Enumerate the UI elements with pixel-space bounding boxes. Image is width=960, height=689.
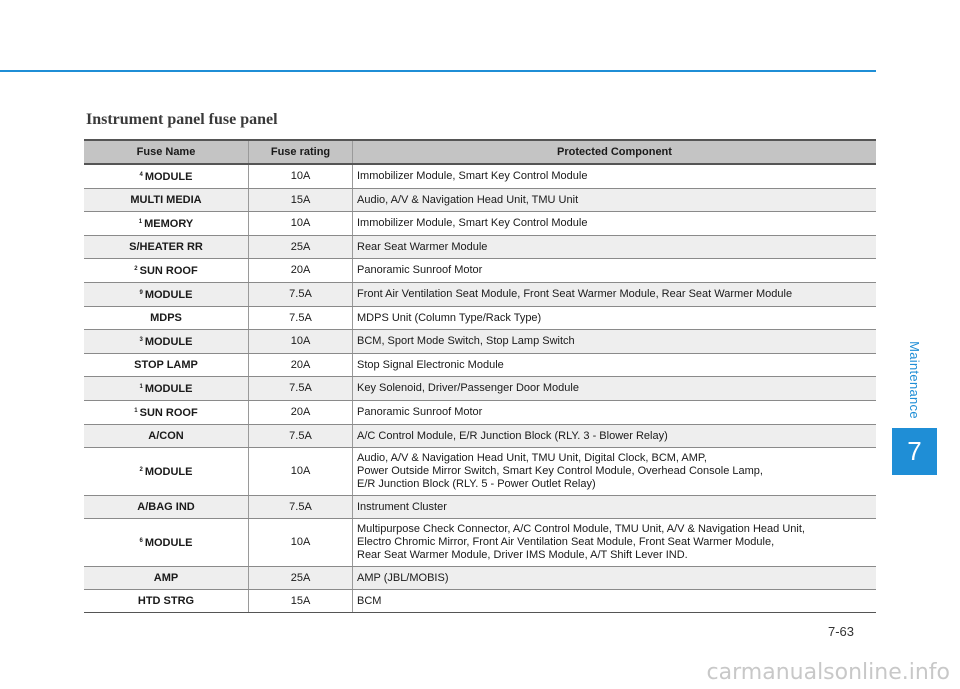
protected-component-line: BCM bbox=[357, 594, 382, 607]
protected-component-line: BCM, Sport Mode Switch, Stop Lamp Switch bbox=[357, 335, 575, 347]
fuse-name-cell bbox=[84, 307, 249, 330]
protected-component-cell bbox=[353, 236, 877, 259]
table-row bbox=[84, 496, 876, 519]
fuse-rating-cell: 25A bbox=[249, 236, 353, 259]
protected-component-line: Instrument Cluster bbox=[357, 500, 447, 513]
fuse-superscript: 9 bbox=[139, 290, 143, 296]
fuse-rating-cell: 10A bbox=[249, 448, 353, 496]
fuse-rating-cell: 7.5A bbox=[249, 496, 353, 519]
fuse-name-cell bbox=[84, 259, 249, 283]
table-header-row bbox=[84, 140, 876, 164]
fuse-name: AMP bbox=[153, 571, 179, 584]
protected-component-cell bbox=[353, 425, 877, 448]
fuse-superscript: 2 bbox=[134, 266, 138, 272]
table-row bbox=[84, 519, 876, 567]
fuse-name-cell bbox=[84, 519, 249, 567]
header-fuse-rating: Fuse rating bbox=[249, 140, 353, 164]
fuse-name: A/BAG IND bbox=[137, 500, 195, 513]
protected-component-line: Panoramic Sunroof Motor bbox=[357, 406, 483, 418]
protected-component-line: Rear Seat Warmer Module, Driver IMS Module, A/T Shift Lever IND. bbox=[357, 549, 688, 561]
protected-component-cell bbox=[353, 307, 877, 330]
protected-component-line: A/C Control Module, E/R Junction Block (RLY. 3 - Blower Relay) bbox=[357, 429, 668, 442]
fuse-name-cell bbox=[84, 212, 249, 236]
fuse-name: SUN ROOF bbox=[139, 265, 198, 277]
fuse-name: MULTI MEDIA bbox=[130, 193, 202, 206]
protected-component-line: MDPS Unit (Column Type/Rack Type) bbox=[357, 311, 542, 324]
fuse-name-cell bbox=[84, 354, 249, 377]
fuse-name-cell bbox=[84, 189, 249, 212]
fuse-rating-cell: 10A bbox=[249, 330, 353, 354]
fuse-superscript: 1 bbox=[138, 219, 143, 225]
protected-component-cell bbox=[353, 590, 877, 613]
protected-component-cell bbox=[353, 448, 877, 496]
table-row bbox=[84, 189, 876, 212]
fuse-name: STOP LAMP bbox=[134, 358, 198, 371]
header-protected-component: Protected Component bbox=[353, 140, 877, 164]
table-row bbox=[84, 448, 876, 496]
table-row bbox=[84, 164, 876, 189]
fuse-name-cell bbox=[84, 425, 249, 448]
protected-component-cell bbox=[353, 259, 877, 283]
fuse-name-cell bbox=[84, 164, 249, 189]
protected-component-cell bbox=[353, 283, 877, 307]
fuse-name: HTD STRG bbox=[137, 594, 195, 607]
protected-component-line: Audio, A/V & Navigation Head Unit, TMU Unit, Digital Clock, BCM, AMP, bbox=[357, 452, 707, 464]
fuse-rating-cell: 10A bbox=[249, 519, 353, 567]
fuse-superscript: 4 bbox=[139, 172, 143, 178]
fuse-name-cell bbox=[84, 377, 249, 401]
protected-component-line: Rear Seat Warmer Module bbox=[357, 240, 488, 253]
fuse-rating-cell: 15A bbox=[249, 590, 353, 613]
fuse-rating-cell: 7.5A bbox=[249, 283, 353, 307]
table-row bbox=[84, 259, 876, 283]
protected-component-line: E/R Junction Block (RLY. 5 - Power Outlet Relay) bbox=[357, 478, 596, 490]
table-row bbox=[84, 377, 876, 401]
section-title: Instrument panel fuse panel bbox=[86, 111, 278, 128]
protected-component-line: AMP (JBL/MOBIS) bbox=[357, 571, 449, 584]
protected-component-line: Immobilizer Module, Smart Key Control Module bbox=[357, 170, 588, 182]
fuse-name: MODULE bbox=[144, 336, 193, 348]
protected-component-cell bbox=[353, 354, 877, 377]
protected-component-cell bbox=[353, 330, 877, 354]
table-row bbox=[84, 283, 876, 307]
protected-component-line: Power Outside Mirror Switch, Smart Key Control Module, Overhead Console Lamp, bbox=[357, 465, 763, 477]
table-row bbox=[84, 212, 876, 236]
fuse-rating-cell: 20A bbox=[249, 259, 353, 283]
page-number: 7-63 bbox=[828, 624, 855, 639]
table-row bbox=[84, 401, 876, 425]
watermark: carmanualsonline.info bbox=[706, 660, 950, 685]
fuse-superscript: 1 bbox=[134, 408, 138, 414]
fuse-name-cell bbox=[84, 590, 249, 613]
fuse-rating-cell: 7.5A bbox=[249, 377, 353, 401]
fuse-rating-cell: 15A bbox=[249, 189, 353, 212]
protected-component-cell bbox=[353, 164, 877, 189]
fuse-rating-cell: 10A bbox=[249, 212, 353, 236]
protected-component-cell bbox=[353, 496, 877, 519]
fuse-name-cell bbox=[84, 401, 249, 425]
table-row bbox=[84, 590, 876, 613]
top-divider bbox=[0, 70, 876, 72]
fuse-name: MEMORY bbox=[144, 218, 194, 230]
table-row bbox=[84, 307, 876, 330]
protected-component-line: Immobilizer Module, Smart Key Control Module bbox=[357, 217, 588, 229]
chapter-tab[interactable]: 7 bbox=[892, 428, 937, 475]
protected-component-cell bbox=[353, 377, 877, 401]
protected-component-cell bbox=[353, 567, 877, 590]
protected-component-cell bbox=[353, 212, 877, 236]
fuse-name: MODULE bbox=[144, 383, 193, 395]
fuse-name-cell bbox=[84, 330, 249, 354]
fuse-name-cell bbox=[84, 496, 249, 519]
protected-component-cell bbox=[353, 519, 877, 567]
protected-component-line: Electro Chromic Mirror, Front Air Ventilation Seat Module, Front Seat Warmer Module, bbox=[357, 536, 775, 548]
fuse-name-cell bbox=[84, 283, 249, 307]
fuse-name: SUN ROOF bbox=[139, 407, 198, 419]
table-row bbox=[84, 330, 876, 354]
fuse-name: MODULE bbox=[144, 289, 193, 301]
table-row bbox=[84, 567, 876, 590]
fuse-name-cell bbox=[84, 236, 249, 259]
table-row bbox=[84, 425, 876, 448]
fuse-superscript: 3 bbox=[139, 337, 143, 343]
fuse-name-cell bbox=[84, 448, 249, 496]
fuse-rating-cell: 20A bbox=[249, 354, 353, 377]
protected-component-line: Multipurpose Check Connector, A/C Control Module, TMU Unit, A/V & Navigation Head Unit, bbox=[357, 523, 805, 535]
fuse-name-cell bbox=[84, 567, 249, 590]
fuse-table bbox=[84, 139, 876, 613]
protected-component-cell bbox=[353, 401, 877, 425]
fuse-rating-cell: 7.5A bbox=[249, 307, 353, 330]
protected-component-line: Front Air Ventilation Seat Module, Front Seat Warmer Module, Rear Seat Warmer Module bbox=[357, 288, 793, 300]
fuse-superscript: 1 bbox=[139, 384, 143, 390]
header-fuse-name: Fuse Name bbox=[84, 140, 249, 164]
fuse-name: MODULE bbox=[144, 537, 193, 549]
fuse-name: A/CON bbox=[148, 429, 184, 442]
fuse-rating-cell: 10A bbox=[249, 164, 353, 189]
protected-component-line: Key Solenoid, Driver/Passenger Door Module bbox=[357, 382, 579, 394]
protected-component-cell bbox=[353, 189, 877, 212]
chapter-label: Maintenance bbox=[907, 341, 922, 419]
fuse-name: MDPS bbox=[150, 311, 182, 324]
fuse-rating-cell: 7.5A bbox=[249, 425, 353, 448]
table-row bbox=[84, 236, 876, 259]
fuse-name: MODULE bbox=[144, 466, 193, 478]
protected-component-line: Stop Signal Electronic Module bbox=[357, 358, 504, 371]
fuse-superscript: 2 bbox=[139, 467, 143, 473]
fuse-superscript: 6 bbox=[139, 538, 143, 544]
fuse-name: S/HEATER RR bbox=[129, 240, 203, 253]
protected-component-line: Panoramic Sunroof Motor bbox=[357, 264, 483, 276]
table-body bbox=[84, 164, 876, 613]
fuse-rating-cell: 25A bbox=[249, 567, 353, 590]
fuse-rating-cell: 20A bbox=[249, 401, 353, 425]
protected-component-line: Audio, A/V & Navigation Head Unit, TMU Unit bbox=[357, 193, 579, 206]
fuse-name: MODULE bbox=[144, 171, 193, 183]
table-row bbox=[84, 354, 876, 377]
